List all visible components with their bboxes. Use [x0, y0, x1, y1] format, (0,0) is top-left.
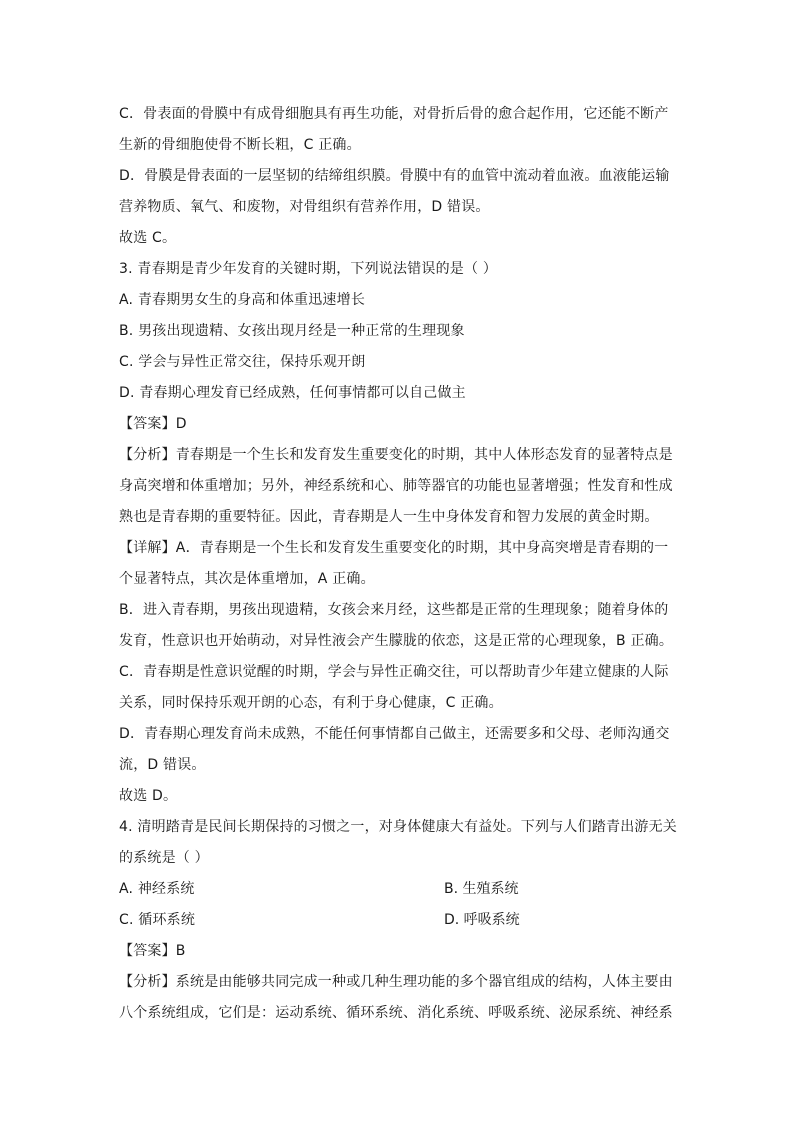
- text-line: 生新的骨细胞使骨不断长粗，C 正确。: [119, 137, 361, 153]
- option-c: C. 循环系统: [119, 912, 196, 928]
- text-line: D．骨膜是骨表面的一层坚韧的结缔组织膜。骨膜中有的血管中流动着血液。血液能运输: [119, 168, 670, 184]
- option-a: A. 青春期男女生的身高和体重迅速增长: [119, 292, 366, 308]
- option-c: C. 学会与异性正常交往，保持乐观开朗: [119, 354, 366, 370]
- analysis-line: 【分析】青春期是一个生长和发育发生重要变化的时期，其中人体形态发育的显著特点是: [119, 447, 673, 463]
- text-line: C．骨表面的骨膜中有成骨细胞具有再生功能，对骨折后骨的愈合起作用，它还能不断产: [119, 106, 669, 122]
- text-line: D．青春期心理发育尚未成熟，不能任何事情都自己做主，还需要多和父母、老师沟通交: [119, 726, 670, 742]
- text-line: 个显著特点，其次是体重增加，A 正确。: [119, 571, 375, 587]
- detail-line: 【详解】A．青春期是一个生长和发育发生重要变化的时期，其中身高突增是青春期的一: [119, 540, 669, 556]
- text-line: 故选 C。: [119, 230, 177, 246]
- option-a: A. 神经系统: [119, 881, 195, 897]
- option-b: B. 生殖系统: [444, 881, 519, 897]
- text-line: B．进入青春期，男孩出现遗精，女孩会来月经，这些都是正常的生理现象；随着身体的: [119, 602, 669, 618]
- text-line: 关系，同时保持乐观开朗的心态，有利于身心健康，C 正确。: [119, 695, 503, 711]
- text-line: 身高突增和体重增加；另外，神经系统和心、肺等器官的功能也显著增强；性发育和性成: [119, 478, 673, 494]
- answer-line: 【答案】B: [119, 943, 186, 959]
- option-d: D. 青春期心理发育已经成熟，任何事情都可以自己做主: [119, 385, 466, 401]
- text-line: 八个系统组成，它们是：运动系统、循环系统、消化系统、呼吸系统、泌尿系统、神经系: [119, 1005, 673, 1021]
- analysis-line: 【分析】系统是由能够共同完成一种或几种生理功能的多个器官组成的结构，人体主要由: [119, 974, 673, 990]
- text-line: 故选 D。: [119, 788, 178, 804]
- answer-line: 【答案】D: [119, 416, 187, 432]
- text-line: 熟也是青春期的重要特征。因此，青春期是人一生中身体发育和智力发展的黄金时期。: [119, 509, 659, 525]
- text-line: 营养物质、氧气、和废物，对骨组织有营养作用，D 错误。: [119, 199, 490, 215]
- text-line: 的系统是（ ）: [119, 850, 209, 866]
- option-b: B. 男孩出现遗精、女孩出现月经是一种正常的生理现象: [119, 323, 465, 339]
- text-line: C．青春期是性意识觉醒的时期，学会与异性正确交往，可以帮助青少年建立健康的人际: [119, 664, 669, 680]
- text-line: 发育，性意识也开始萌动，对异性液会产生朦胧的依恋，这是正常的心理现象，B 正确。: [119, 633, 674, 649]
- text-line: 流，D 错误。: [119, 757, 206, 773]
- question-4-stem: 4. 清明踏青是民间长期保持的习惯之一，对身体健康大有益处。下列与人们踏青出游无关: [119, 819, 678, 835]
- option-d: D. 呼吸系统: [444, 912, 520, 928]
- question-3-stem: 3. 青春期是青少年发育的关键时期，下列说法错误的是（ ）: [119, 261, 498, 277]
